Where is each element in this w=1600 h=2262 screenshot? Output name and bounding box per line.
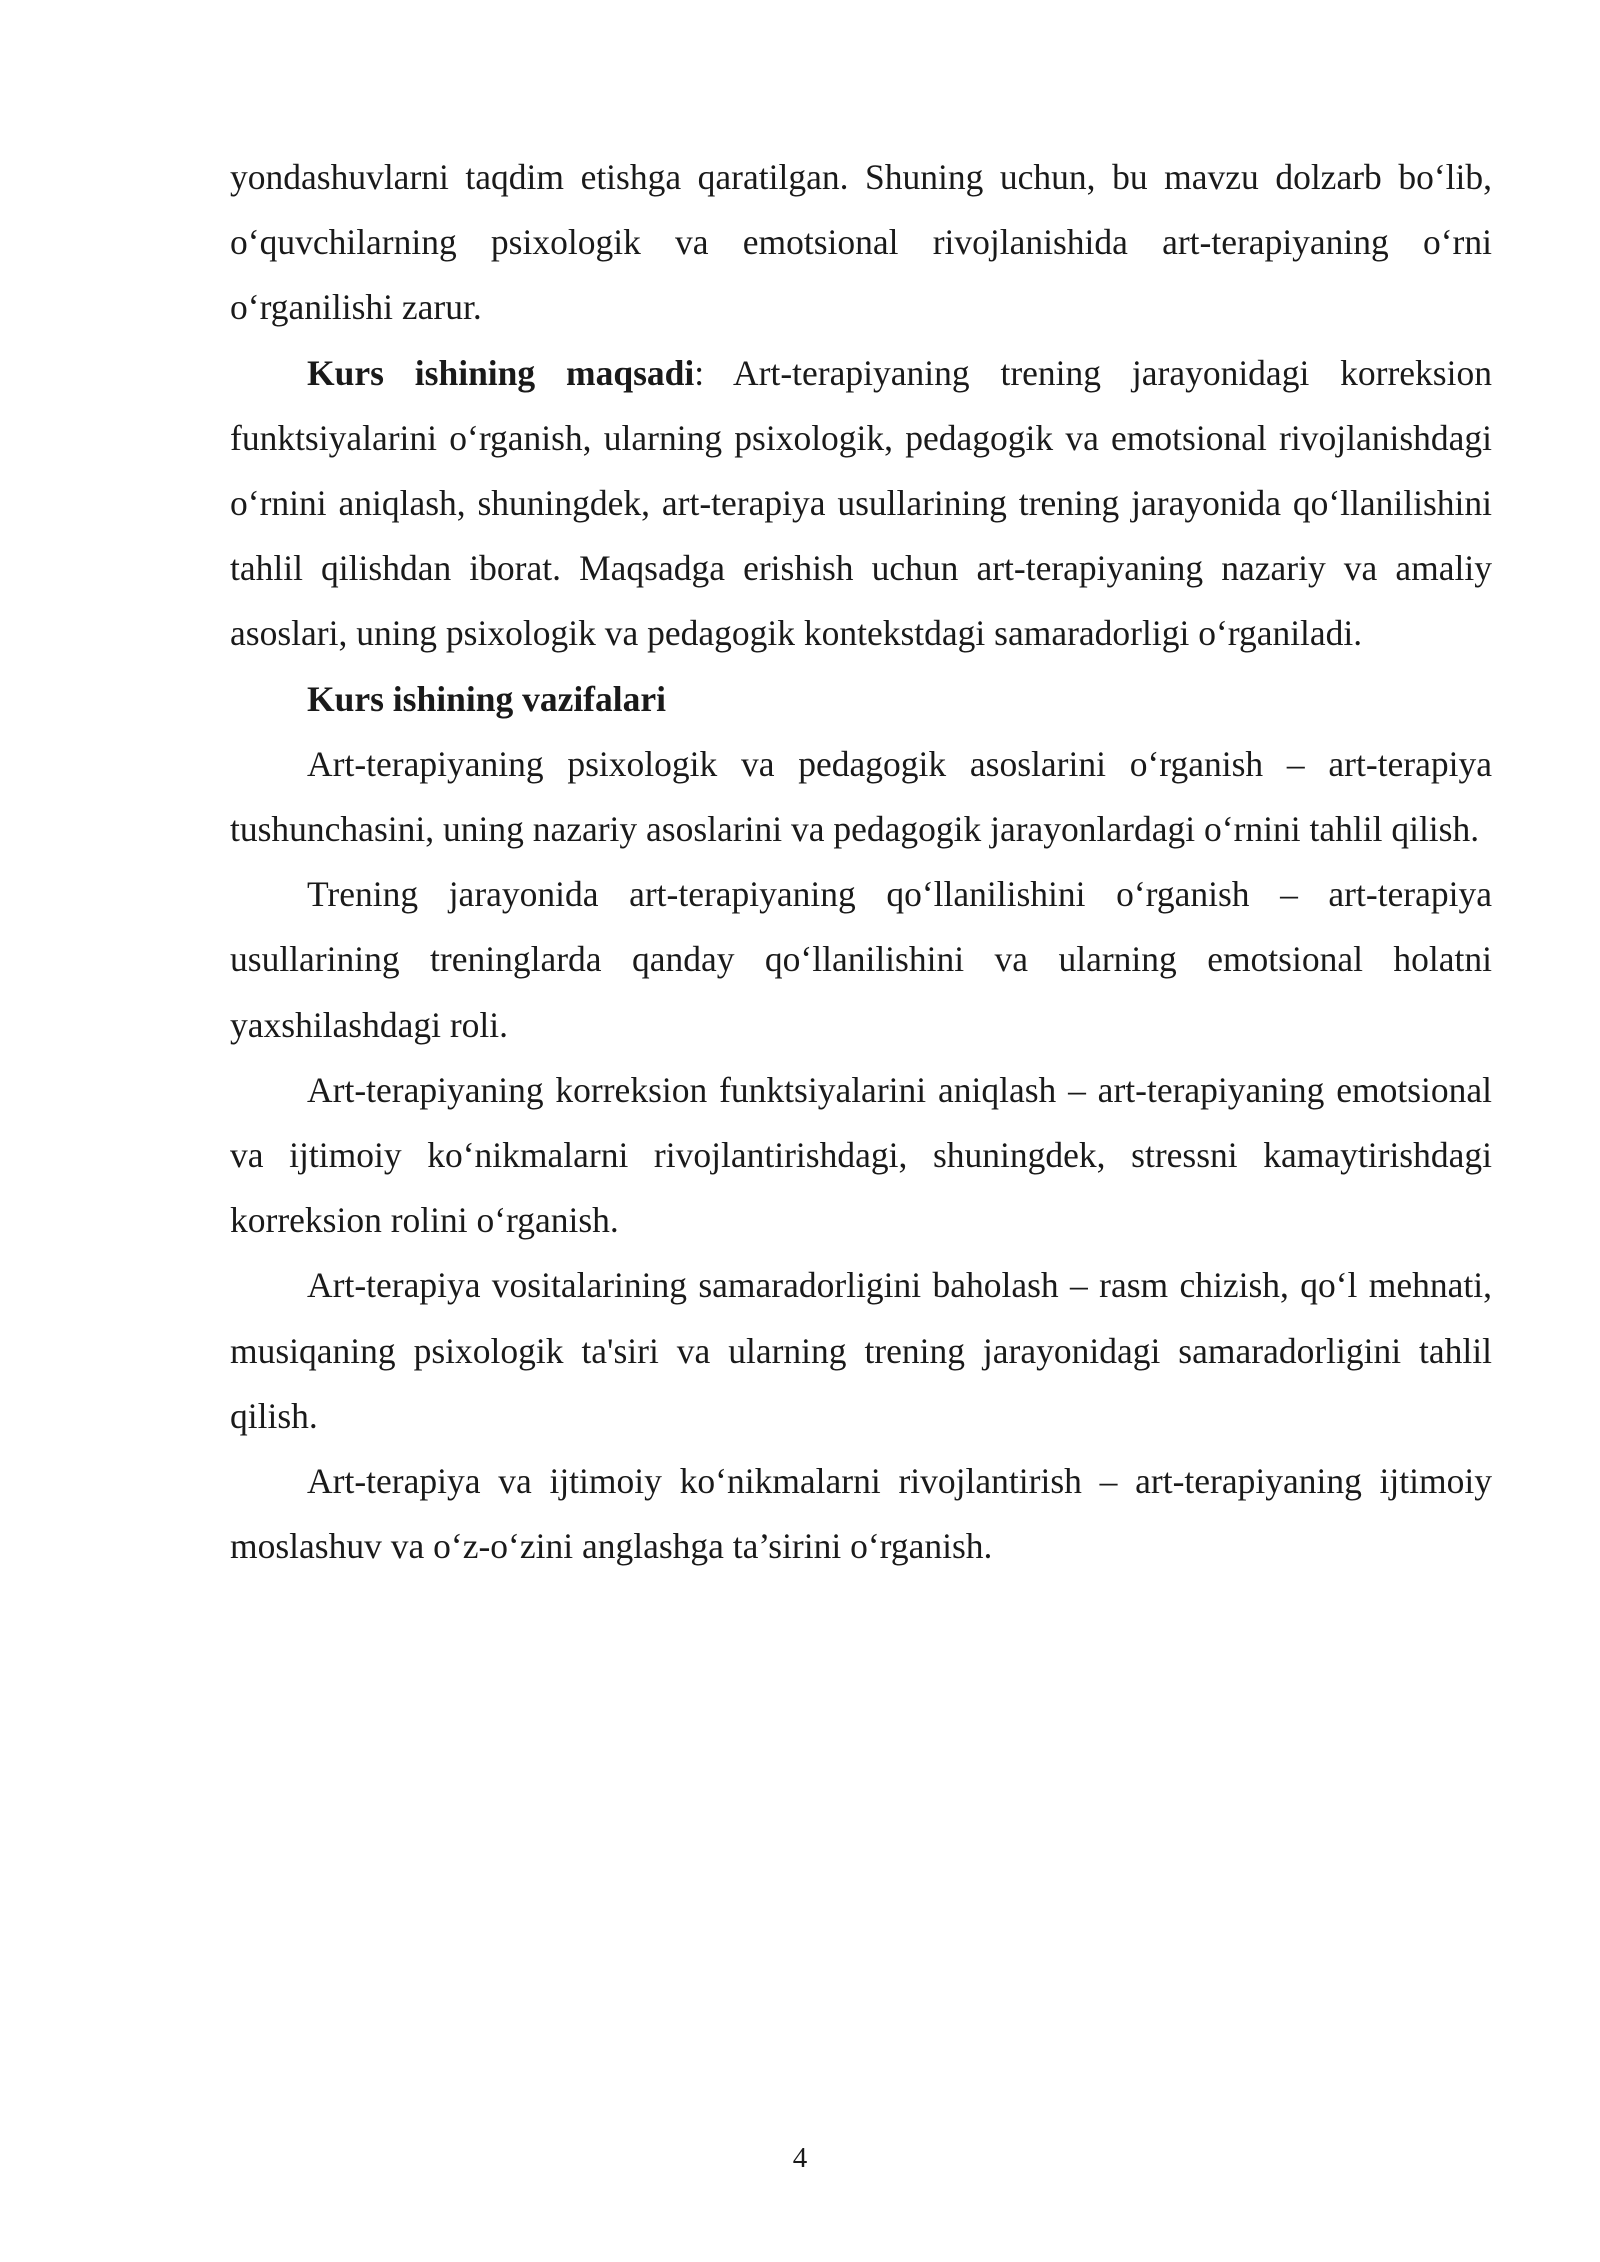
document-page	[230, 145, 1492, 1579]
task-paragraph-5: Art-terapiya va ijtimoiy ko‘nikmalarni rivojlantirish – art-terapiyaning ijtimoiy moslashuv va o‘z-o‘zini anglashga ta’sirini o‘rganish.	[230, 1461, 1492, 1567]
goal-label: Kurs ishining maqsadi	[307, 352, 695, 393]
intro-paragraph: yondashuvlarni taqdim etishga qaratilgan. Shuning uchun, bu mavzu dolzarb bo‘lib, o‘quvchilarning psixologik va emotsional rivojlanishida art-terapiyaning o‘rni o‘rganilishi zarur.	[230, 157, 1492, 328]
task-paragraph-2: Trening jarayonida art-terapiyaning qo‘llanilishini o‘rganish – art-terapiya usullarining treninglarda qanday qo‘llanilishini va ularning emotsional holatni yaxshilashdagi roli.	[230, 874, 1492, 1045]
tasks-heading: Kurs ishining vazifalari	[307, 678, 666, 719]
goal-paragraph	[230, 341, 1492, 667]
goal-text: Art-terapiyaning trening jarayonidagi korreksion funktsiyalarini o‘rganish, ularning psixologik, pedagogik va emotsional rivojlanishdagi o‘rnini aniqlash, shuningdek, art-terapiya usullarining trening jarayonida qo‘llanilishini tahlil qilishdan iborat. Maqsadga erishish uchun art-terapiyaning nazariy va amaliy asoslari, uning psixologik va pedagogik kontekstdagi samaradorligi o‘rganiladi.	[230, 352, 1492, 654]
task-paragraph-3: Art-terapiyaning korreksion funktsiyalarini aniqlash – art-terapiyaning emotsional va ijtimoiy ko‘nikmalarni rivojlantirishdagi, shuningdek, stressni kamaytirishdagi korreksion rolini o‘rganish.	[230, 1069, 1492, 1241]
goal-separator: :	[694, 352, 705, 393]
page-number: 4	[792, 2142, 808, 2174]
task-paragraph-4: Art-terapiya vositalarining samaradorligini baholash – rasm chizish, qo‘l mehnati, musiqaning psixologik ta'siri va ularning trening jarayonidagi samaradorligini tahlil qilish.	[230, 1265, 1492, 1436]
task-paragraph-1: Art-terapiyaning psixologik va pedagogik asoslarini o‘rganish – art-terapiya tushunchasini, uning nazariy asoslarini va pedagogik jarayonlardagi o‘rnini tahlil qilish.	[230, 743, 1492, 850]
